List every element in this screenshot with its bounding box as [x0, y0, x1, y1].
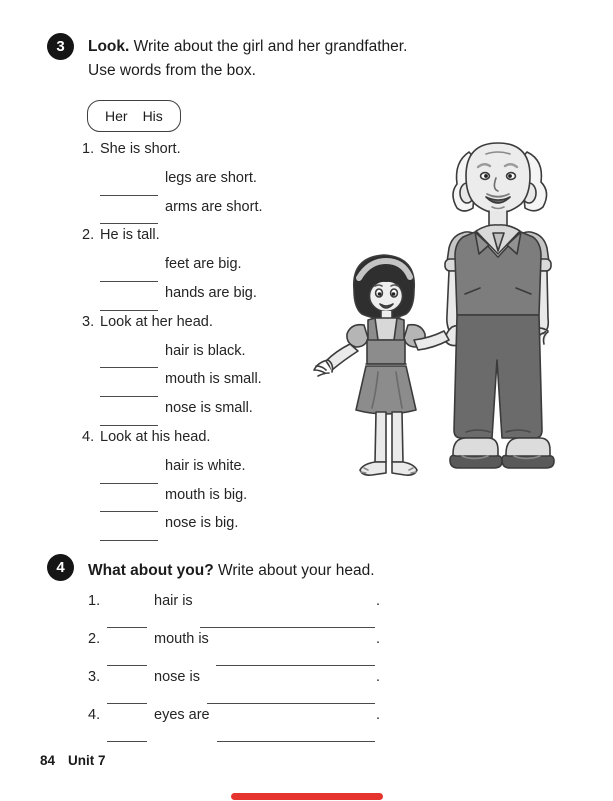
page-number: 84: [40, 753, 56, 768]
girl-and-grandfather-illustration: [306, 132, 605, 486]
exercise-3-heading: [88, 35, 558, 82]
word-box: [87, 100, 181, 132]
exercise-4-heading: [88, 559, 568, 583]
exercise-3-number: 3: [56, 38, 65, 55]
exercise-item: 2. mouth is .: [88, 631, 380, 669]
exercise-subitem: hands are big.: [82, 285, 332, 314]
exercise-item: 3. nose is .: [88, 669, 380, 707]
exercise-4-badge: [47, 554, 74, 581]
grandfather-figure: [445, 143, 554, 468]
answer-blank[interactable]: [217, 728, 375, 742]
exercise-subitem: hair is white.: [82, 458, 332, 487]
exercise-subitem: nose is big.: [82, 515, 332, 544]
exercise-item: 1. She is short.: [82, 141, 181, 157]
exercise-item: 2. He is tall.: [82, 227, 160, 244]
answer-blank[interactable]: [107, 652, 147, 666]
exercise-4-list: [88, 593, 388, 745]
exercise-item: 1. hair is .: [88, 593, 380, 631]
answer-blank[interactable]: [100, 383, 158, 397]
exercise-4-instruction: Write about your head.: [218, 562, 375, 579]
answer-blank[interactable]: [200, 614, 375, 628]
exercise-subitem: feet are big.: [82, 256, 332, 285]
answer-blank[interactable]: [107, 614, 147, 628]
answer-blank[interactable]: [100, 527, 158, 541]
answer-blank[interactable]: [100, 470, 158, 484]
answer-blank[interactable]: [207, 690, 375, 704]
answer-blank[interactable]: [100, 498, 158, 512]
exercise-3-instruction-line2: Use words from the box.: [88, 61, 256, 79]
answer-blank[interactable]: [100, 268, 158, 282]
exercise-3-title: Look.: [88, 38, 130, 55]
exercise-3-instruction: Write about the girl and her grandfather.: [133, 38, 408, 55]
exercise-4-number: 4: [56, 559, 65, 576]
unit-label: Unit 7: [68, 753, 106, 768]
girl-figure: [314, 255, 449, 475]
exercise-4-title: What about you?: [88, 562, 214, 579]
answer-blank[interactable]: [100, 412, 158, 426]
exercise-subitem: nose is small.: [82, 400, 332, 429]
exercise-subitem: legs are short.: [82, 170, 332, 199]
exercise-item: 3. Look at her head.: [82, 313, 213, 330]
answer-blank[interactable]: [100, 297, 158, 311]
answer-blank[interactable]: [107, 690, 147, 704]
page-footer: [40, 753, 106, 768]
exercise-item: 4. Look at his head.: [82, 428, 211, 445]
exercise-subitem: mouth is small.: [82, 371, 332, 400]
unit-color-bar: [231, 793, 383, 800]
answer-blank[interactable]: [100, 210, 158, 224]
answer-blank[interactable]: [100, 182, 158, 196]
exercise-3-badge: [47, 33, 74, 60]
word-box-her: Her: [105, 108, 128, 124]
exercise-subitem: hair is black.: [82, 343, 332, 372]
exercise-item: 4. eyes are .: [88, 707, 380, 745]
answer-blank[interactable]: [216, 652, 375, 666]
exercise-subitem: mouth is big.: [82, 487, 332, 516]
answer-blank[interactable]: [100, 354, 158, 368]
word-box-his: His: [142, 108, 163, 124]
exercise-subitem: arms are short.: [82, 199, 332, 228]
exercise-3-list: [82, 141, 332, 544]
answer-blank[interactable]: [107, 728, 147, 742]
